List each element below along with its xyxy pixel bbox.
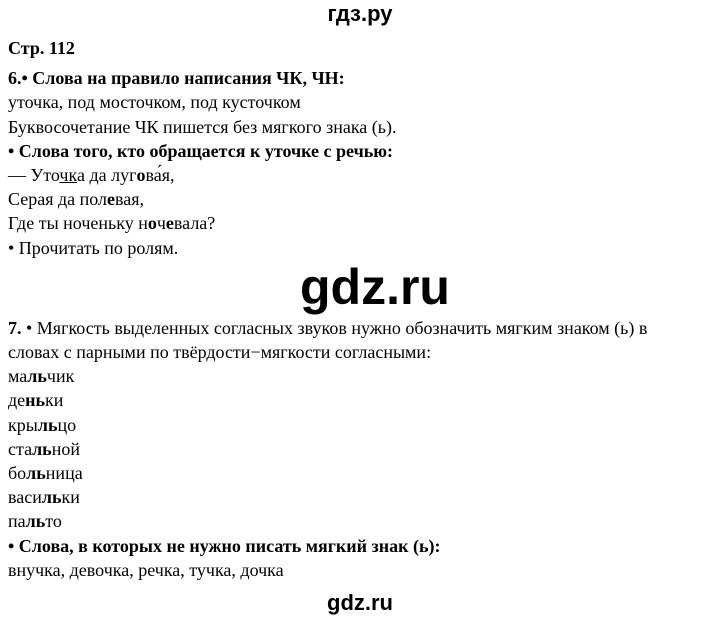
word-part: бо [8,463,27,484]
ex7-no-soft-words: внучка, девочка, речка, тучка, дочка [8,559,284,580]
poem-text: вая, [115,189,145,210]
poem-bold-letter: о [136,165,146,186]
poem-dash: — [8,165,31,186]
word-item [8,461,712,485]
word-part: ница [45,463,83,484]
word-part: кры [8,414,38,435]
word-part: па [8,511,26,532]
word-highlight: ль [37,414,58,435]
poem-text: ́я, [161,165,175,186]
ex7-intro-line-2: словах с парными по твёрдости−мягкости согласными: [8,342,432,363]
word-item [8,413,712,437]
word-part: ки [45,390,64,411]
poem-text: Где ты ноченьку н [8,213,148,234]
poem-text: вала? [173,213,216,234]
word-item [8,364,712,388]
ex7-no-soft-heading: • Слова, в которых не нужно писать мягкий знак (ь): [8,535,441,556]
site-header-logo: гдз.ру [327,1,393,26]
poem-line-2 [8,187,712,211]
word-part: васи [8,487,42,508]
solution-content [8,36,712,582]
word-part: ма [8,366,28,387]
ex6-rule: Буквосочетание ЧК пишется без мягкого знака (ь). [8,116,397,137]
word-part: де [8,390,26,411]
word-highlight: ль [26,463,46,484]
word-item [8,485,712,509]
word-item [8,509,712,533]
poem-bold-letter: е [107,189,116,210]
ex6-speech-heading: • Слова того, кто обращается к уточке с речью: [8,140,393,161]
word-highlight: нь [25,390,46,411]
ex6-number: 6. [8,68,22,89]
word-part: чик [46,366,75,387]
word-highlight: ль [25,511,46,532]
word-item [8,388,712,412]
ex6-roles: • Прочитать по ролям. [8,237,179,258]
word-item [8,437,712,461]
word-part: то [45,511,62,532]
poem-text: Серая да по [8,189,99,210]
ex7-intro-text: • Мягкость выделенных согласных звуков нужно обозначить мягким знаком (ь) в [21,317,648,338]
poem-underlined: чк [59,165,77,186]
watermark-large: gdz.ru [300,258,450,315]
poem-text: ч [156,213,166,234]
poem-text: Уто [30,165,60,186]
ex7-word-list [8,364,712,533]
poem-text: л [98,189,108,210]
word-highlight: ль [27,366,47,387]
ex6-words: уточка, под мосточком, под кусточком [8,92,301,113]
word-part: ки [61,487,80,508]
page-label: Стр. 112 [8,38,75,58]
poem-line-1 [8,163,712,187]
word-part: цо [57,414,77,435]
word-highlight: ль [32,438,52,459]
footer-watermark: gdz.ru [327,590,393,615]
ex7-number: 7. [8,317,22,338]
poem-line-3 [8,211,712,235]
poem-text: а да луг [76,165,137,186]
poem-text: ва [145,165,162,186]
ex6-title [8,66,712,90]
ex7-intro-line-1 [8,316,712,340]
ex6-title-text: • Слова на правило написания ЧК, ЧН: [21,68,345,89]
poem-bold-letter: е [165,213,174,234]
word-highlight: ль [41,487,62,508]
word-part: ста [8,438,33,459]
poem-bold-letter: о [147,213,157,234]
word-part: ной [51,438,80,459]
